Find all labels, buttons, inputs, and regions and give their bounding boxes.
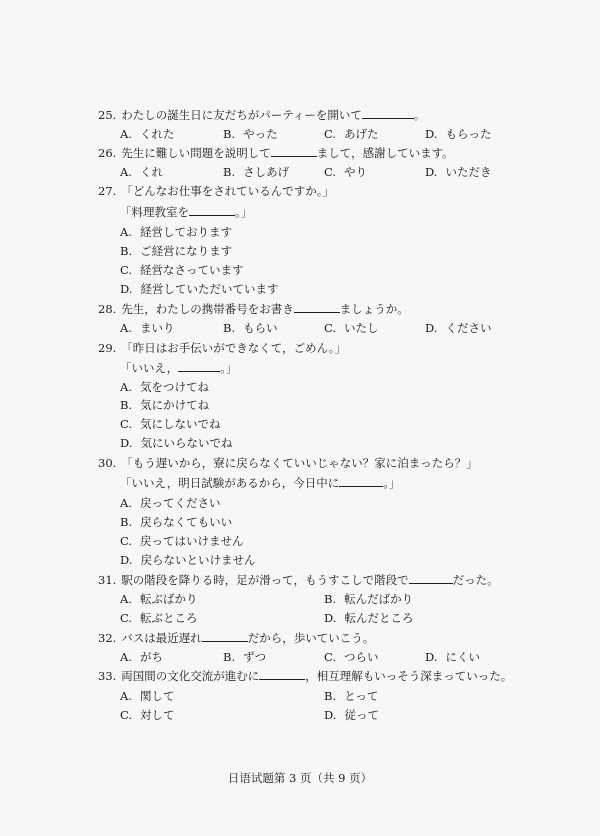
option-d xyxy=(120,436,232,450)
option-a xyxy=(120,496,220,510)
answer-blank xyxy=(178,361,220,372)
page-footer: 日语试题第 3 页（共 9 页） xyxy=(227,771,373,785)
option-text: あげた xyxy=(344,127,379,141)
option-b xyxy=(223,165,289,179)
answer-blank xyxy=(259,669,305,680)
option-text: 戻ってはいけません xyxy=(140,534,244,548)
option-letter: B. xyxy=(223,650,236,664)
option-c xyxy=(324,165,367,179)
option-text: 気をつけてね xyxy=(139,380,209,394)
question-27: 27. 「どんなお仕事をされているんですか。」 xyxy=(98,184,335,198)
option-b xyxy=(120,515,232,529)
option-text: 気にしないでね xyxy=(140,417,221,431)
option-letter: B. xyxy=(223,165,236,179)
option-letter: D. xyxy=(324,708,337,722)
option-text: がち xyxy=(139,650,163,664)
option-letter: B. xyxy=(120,244,133,258)
option-letter: A. xyxy=(120,225,132,239)
option-text: やり xyxy=(344,165,368,179)
option-letter: C. xyxy=(120,417,133,431)
option-c xyxy=(120,417,221,431)
option-text: 転んだところ xyxy=(344,611,414,625)
option-text: 経営していただいています xyxy=(140,282,279,296)
option-letter: D. xyxy=(120,282,133,296)
option-letter: D. xyxy=(120,436,133,450)
option-letter: B. xyxy=(120,398,133,412)
option-letter: A. xyxy=(120,496,132,510)
option-d xyxy=(120,282,278,296)
option-b xyxy=(223,127,278,141)
answer-blank xyxy=(202,631,248,642)
question-26: 26. 先生に難しい問題を説明して まして，感謝しています。 xyxy=(98,146,454,160)
option-a xyxy=(120,165,163,179)
question-text: わたしの誕生日に友だちがパーティーを開いて xyxy=(121,108,362,122)
option-text: もらい xyxy=(243,321,278,335)
question-27-reply: 「料理教室を 。」 xyxy=(120,205,253,219)
option-letter: C. xyxy=(324,321,337,335)
option-text: くれた xyxy=(139,127,175,141)
option-letter: C. xyxy=(324,127,337,141)
option-letter: C. xyxy=(324,650,337,664)
option-c xyxy=(120,611,198,625)
option-text: ください xyxy=(445,321,492,335)
option-letter: B. xyxy=(324,689,337,703)
question-30: 30. 「もう遅いから，寮に戻らなくていいじゃない？家に泊まったら？」 xyxy=(98,456,478,470)
option-text: 転ぶところ xyxy=(140,611,198,625)
option-letter: A. xyxy=(120,127,132,141)
option-text: 対して xyxy=(140,708,175,722)
option-b xyxy=(324,592,413,606)
option-letter: A. xyxy=(120,380,132,394)
option-text: 戻らないといけません xyxy=(140,553,256,567)
option-c xyxy=(324,127,379,141)
option-d xyxy=(425,165,491,179)
question-33: 33. 両国間の文化交流が進むに ，相互理解もいっそう深まっていった。 xyxy=(98,669,513,683)
option-text: 気にいらないでね xyxy=(140,436,233,450)
option-d xyxy=(425,127,491,141)
answer-blank xyxy=(339,476,383,487)
option-a xyxy=(120,380,209,394)
option-letter: A. xyxy=(120,689,132,703)
option-letter: C. xyxy=(120,263,133,277)
answer-blank xyxy=(294,302,340,313)
answer-blank xyxy=(271,146,317,157)
option-letter: C. xyxy=(120,611,133,625)
option-letter: B. xyxy=(223,321,236,335)
option-c xyxy=(324,650,379,664)
question-28: 28. 先生，わたしの携帯番号をお書き ましょうか。 xyxy=(98,302,409,316)
question-text-end: 。 xyxy=(413,108,426,122)
option-a xyxy=(120,225,232,239)
option-letter: B. xyxy=(324,592,337,606)
question-29: 29. 「昨日はお手伝いができなくて，ごめん。」 xyxy=(98,341,347,355)
option-text: いたし xyxy=(344,321,379,335)
option-letter: D. xyxy=(425,127,438,141)
option-c xyxy=(120,708,175,722)
question-30-reply: 「いいえ，明日試験があるから，今日中に 。」 xyxy=(120,476,401,490)
option-c xyxy=(120,263,244,277)
option-letter: A. xyxy=(120,592,132,606)
option-b xyxy=(120,244,232,258)
option-a xyxy=(120,592,197,606)
question-31: 31. 駅の階段を降りる時，足が滑って，もうすこしで階段で だった。 xyxy=(98,573,499,587)
option-text: にくい xyxy=(445,650,480,664)
option-c xyxy=(324,321,379,335)
option-text: いただき xyxy=(445,165,492,179)
option-d xyxy=(324,708,379,722)
option-letter: C. xyxy=(324,165,337,179)
option-letter: D. xyxy=(425,321,438,335)
option-d xyxy=(425,650,480,664)
option-a xyxy=(120,650,163,664)
option-letter: D. xyxy=(425,165,438,179)
option-text: まいり xyxy=(139,321,175,335)
option-letter: B. xyxy=(120,515,133,529)
option-a xyxy=(120,321,174,335)
option-text: 転ぶばかり xyxy=(139,592,198,606)
option-text: 戻らなくてもいい xyxy=(140,515,233,529)
option-letter: D. xyxy=(324,611,337,625)
option-b xyxy=(120,398,209,412)
option-d xyxy=(120,553,255,567)
option-text: 経営なさっています xyxy=(140,263,244,277)
option-b xyxy=(223,321,278,335)
option-text: 気にかけてね xyxy=(140,398,210,412)
option-b xyxy=(324,689,378,703)
option-a xyxy=(120,127,174,141)
option-letter: A. xyxy=(120,321,132,335)
option-d xyxy=(324,611,413,625)
option-text: 関して xyxy=(139,689,175,703)
option-letter: C. xyxy=(120,708,133,722)
option-text: ずつ xyxy=(243,650,267,664)
option-b xyxy=(223,650,266,664)
question-29-reply: 「いいえ， 。」 xyxy=(120,361,238,375)
option-text: とって xyxy=(344,689,379,703)
option-text: つらい xyxy=(344,650,379,664)
option-text: くれ xyxy=(139,165,163,179)
question-32: 32. バスは最近遅れ だから，歩いていこう。 xyxy=(98,631,375,645)
option-text: 経営しております xyxy=(139,225,232,239)
answer-blank xyxy=(409,573,453,584)
option-letter: A. xyxy=(120,650,132,664)
option-d xyxy=(425,321,491,335)
option-letter: B. xyxy=(223,127,236,141)
option-letter: D. xyxy=(425,650,438,664)
answer-blank xyxy=(189,205,235,216)
option-text: 戻ってください xyxy=(139,496,221,510)
option-text: 転んだばかり xyxy=(344,592,414,606)
option-text: さしあげ xyxy=(243,165,290,179)
option-letter: C. xyxy=(120,534,133,548)
option-letter: D. xyxy=(120,553,133,567)
option-c xyxy=(120,534,244,548)
option-text: やった xyxy=(243,127,278,141)
question-25 xyxy=(98,108,425,122)
question-number: 25. xyxy=(98,108,117,122)
option-text: 従って xyxy=(344,708,379,722)
option-text: ご経営になります xyxy=(140,244,233,258)
option-a xyxy=(120,689,174,703)
option-text: もらった xyxy=(445,127,492,141)
answer-blank xyxy=(362,108,414,119)
option-letter: A. xyxy=(120,165,132,179)
